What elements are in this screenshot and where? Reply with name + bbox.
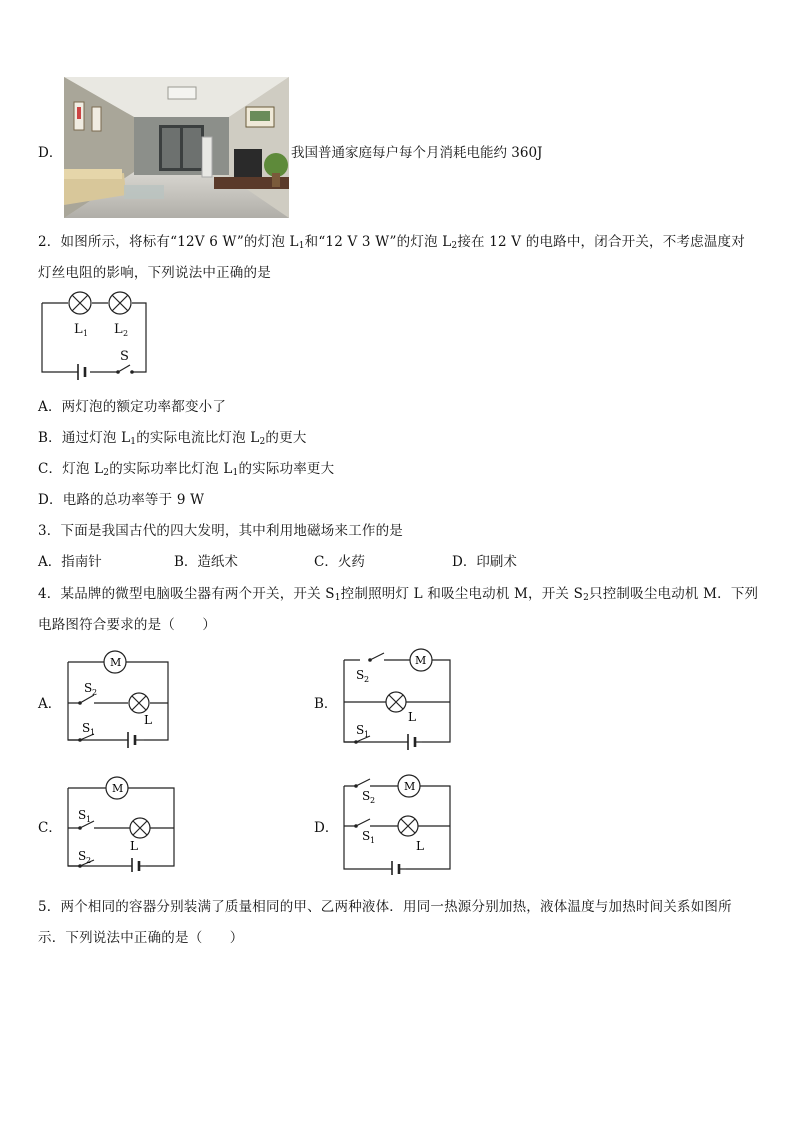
- svg-text:2: 2: [364, 675, 370, 684]
- svg-text:L: L: [144, 713, 152, 727]
- svg-text:S: S: [78, 808, 87, 822]
- q5-stem-line1: 5．两个相同的容器分别装满了质量相同的甲、乙两种液体．用同一热源分别加热，液体温度与加热时间关系如图所: [38, 899, 732, 915]
- q4-circuit-b: [340, 645, 455, 750]
- svg-text:2: 2: [86, 856, 92, 865]
- q3-option-d: D．印刷术: [452, 554, 517, 570]
- q3-stem: 3．下面是我国古代的四大发明，其中利用地磁场来工作的是: [38, 523, 403, 539]
- svg-text:1: 1: [364, 730, 370, 739]
- svg-text:M: M: [404, 780, 416, 793]
- svg-text:L: L: [416, 839, 424, 853]
- q4-circuit-a: [64, 648, 174, 748]
- svg-text:1: 1: [86, 815, 92, 824]
- q2-option-a: A．两灯泡的额定功率都变小了: [38, 399, 227, 415]
- q2-option-d: D．电路的总功率等于 9 W: [38, 492, 205, 508]
- q2-option-b: B．通过灯泡 $L_1$的实际电流比灯泡 $L_2$的更大: [38, 430, 307, 447]
- svg-text:L: L: [130, 839, 138, 853]
- q5-stem-line2: 示．下列说法中正确的是（ ）: [38, 930, 244, 946]
- svg-text:S: S: [356, 668, 365, 682]
- svg-text:S: S: [362, 789, 371, 803]
- svg-text:S: S: [84, 681, 93, 695]
- q2-stem-line1: 2．如图所示，将标有“12V 6 W”的灯泡 $L_1$和“12 V 3 W”的灯泡 $L_2$接在 12 V 的电路中，闭合开关，不考虑温度对: [38, 234, 745, 251]
- q4-stem-line1: 4．某品牌的微型电脑吸尘器有两个开关，开关 $S_1$控制照明灯 L 和吸尘电动机 M，开关 $S_2$只控制吸尘电动机 M．下列: [38, 586, 759, 603]
- svg-text:M: M: [112, 782, 124, 795]
- q1-option-d-text: 我国普通家庭每户每个月消耗电能约 360J: [291, 145, 543, 161]
- label-l2: L: [114, 322, 123, 337]
- svg-text:1: 1: [90, 728, 96, 737]
- living-room-photo: [64, 77, 289, 218]
- q4-option-a-label: A．: [38, 696, 62, 712]
- q1-option-d-label: D．: [38, 145, 63, 161]
- q2-option-c: C．灯泡 $L_2$的实际功率比灯泡 $L_1$的实际功率更大: [38, 461, 335, 478]
- svg-text:L: L: [408, 710, 416, 724]
- svg-text:2: 2: [92, 688, 98, 697]
- svg-text:2: 2: [370, 796, 376, 805]
- q4-stem-line2: 电路图符合要求的是（ ）: [38, 617, 217, 633]
- label-l1: L: [74, 322, 83, 337]
- svg-text:S: S: [82, 721, 91, 735]
- q2-stem-line2: 灯丝电阻的影响，下列说法中正确的是: [38, 265, 271, 281]
- svg-text:S: S: [356, 723, 365, 737]
- svg-text:S: S: [78, 849, 87, 863]
- q4-circuit-c: [64, 772, 179, 872]
- q4-option-d-label: D．: [314, 820, 339, 836]
- q2-circuit-figure: [38, 290, 153, 385]
- svg-text:M: M: [110, 656, 122, 669]
- label-l1-sub: 1: [83, 329, 89, 338]
- q4-circuit-d: [340, 770, 455, 875]
- svg-text:S: S: [362, 829, 371, 843]
- q4-option-b-label: B．: [314, 696, 338, 712]
- q3-option-a: A．指南针: [38, 554, 102, 570]
- label-s: S: [120, 349, 129, 364]
- q4-option-c-label: C．: [38, 820, 62, 836]
- q3-option-b: B．造纸术: [174, 554, 238, 570]
- living-room-illustration: [64, 77, 289, 218]
- label-l2-sub: 2: [123, 329, 129, 338]
- svg-text:1: 1: [370, 836, 376, 845]
- q3-option-c: C．火药: [314, 554, 365, 570]
- svg-text:M: M: [415, 654, 427, 667]
